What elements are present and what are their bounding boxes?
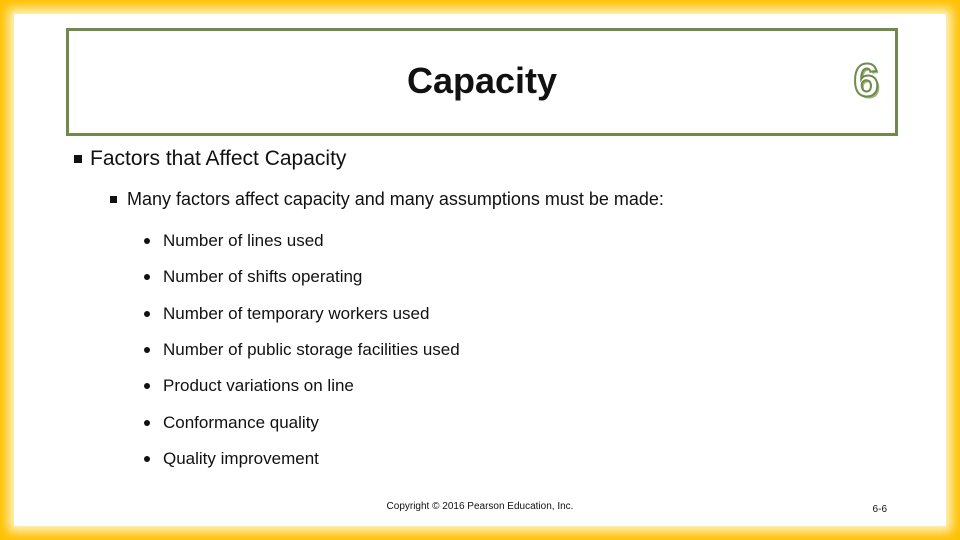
list-item	[144, 296, 460, 332]
square-bullet-icon	[74, 155, 82, 163]
bullet-dot-icon	[144, 238, 150, 244]
list-item-text: Number of public storage facilities used	[163, 340, 460, 360]
list-item	[144, 368, 460, 404]
heading-bullet	[74, 147, 346, 171]
subheading-bullet	[110, 189, 664, 210]
slide-title: Capacity	[406, 60, 558, 101]
title-box	[66, 28, 898, 136]
list-item	[144, 259, 460, 295]
chapter-number: 6	[853, 54, 879, 106]
list-item	[144, 223, 460, 259]
list-item-text: Number of lines used	[163, 231, 324, 251]
bullet-dot-icon	[144, 274, 150, 280]
copyright-footer: Copyright © 2016 Pearson Education, Inc.	[386, 501, 574, 512]
list-item	[144, 404, 460, 440]
list-item	[144, 441, 460, 477]
list-item-text: Conformance quality	[163, 412, 319, 432]
factor-list	[144, 223, 460, 477]
list-item-text: Number of shifts operating	[163, 267, 363, 287]
bullet-dot-icon	[144, 383, 150, 389]
bullet-dot-icon	[144, 311, 150, 317]
slide	[14, 14, 946, 526]
page-number: 6-6	[872, 504, 887, 515]
list-item	[144, 332, 460, 368]
square-bullet-icon	[110, 196, 117, 203]
bullet-dot-icon	[144, 420, 150, 426]
list-item-text: Product variations on line	[163, 376, 354, 396]
bullet-dot-icon	[144, 347, 150, 353]
heading-text: Factors that Affect Capacity	[90, 147, 347, 170]
list-item-text: Quality improvement	[163, 448, 319, 468]
bullet-dot-icon	[144, 456, 150, 462]
list-item-text: Number of temporary workers used	[163, 303, 430, 323]
subheading-text: Many factors affect capacity and many assumptions must be made:	[127, 189, 664, 209]
